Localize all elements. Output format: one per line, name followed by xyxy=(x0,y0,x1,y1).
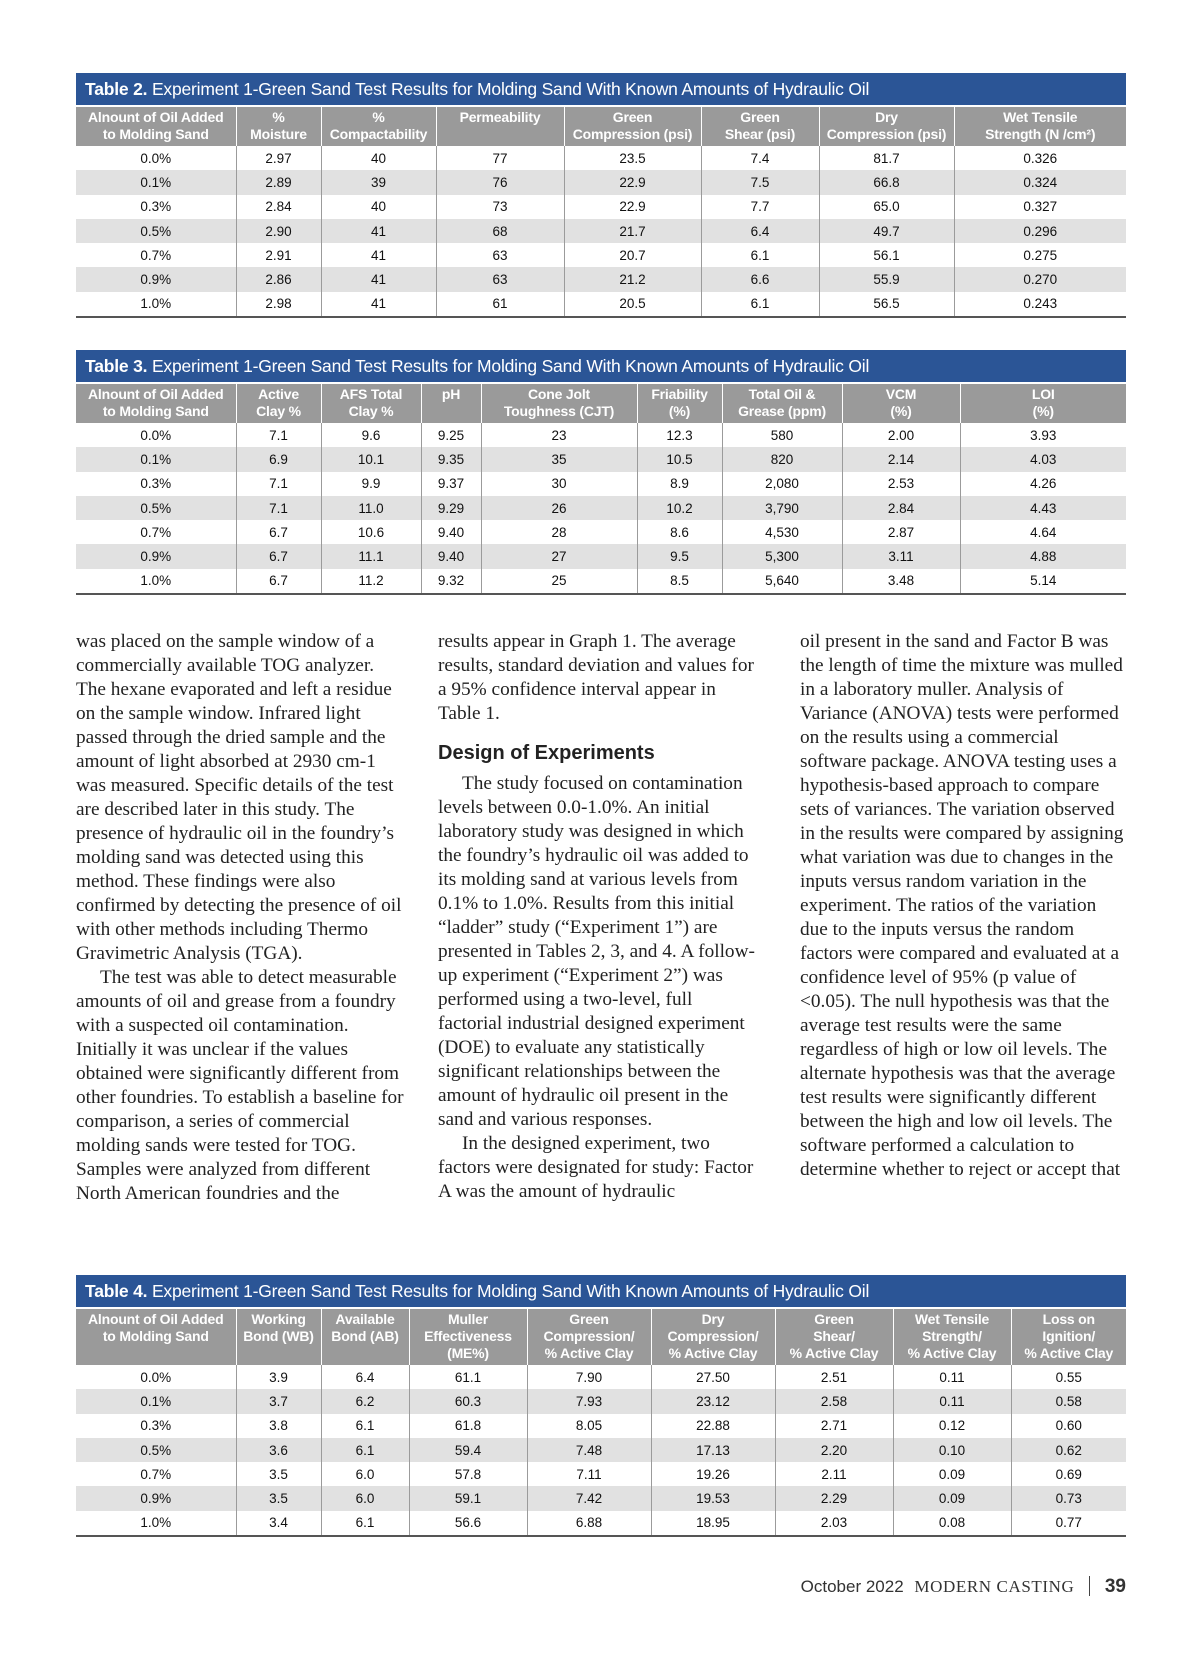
table-cell: 0.9% xyxy=(76,1486,236,1510)
table-cell: 0.296 xyxy=(954,219,1126,243)
table-row xyxy=(76,219,1126,243)
table-cell: 4,530 xyxy=(722,520,842,544)
table-cell: 9.9 xyxy=(321,472,421,496)
table-cell: 6.1 xyxy=(701,243,819,267)
table-row xyxy=(76,472,1126,496)
table-cell: 11.0 xyxy=(321,496,421,520)
table-cell: 2.11 xyxy=(775,1462,893,1486)
column-header: % Moisture xyxy=(236,107,321,146)
table-cell: 0.5% xyxy=(76,496,236,520)
table-cell: 2.71 xyxy=(775,1414,893,1438)
table-2-title-bar xyxy=(76,73,1126,107)
table-4 xyxy=(76,1275,1126,1537)
table-cell: 6.2 xyxy=(321,1389,409,1413)
table-cell: 49.7 xyxy=(819,219,954,243)
table-cell: 5,300 xyxy=(722,544,842,568)
section-heading: Design of Experiments xyxy=(438,742,655,764)
table-cell: 4.43 xyxy=(960,496,1126,520)
table-row xyxy=(76,195,1126,219)
table-row xyxy=(76,146,1126,170)
table-cell: 2.29 xyxy=(775,1486,893,1510)
table-cell: 2.86 xyxy=(236,267,321,291)
table-cell: 0.77 xyxy=(1011,1511,1126,1536)
table-cell: 5.14 xyxy=(960,569,1126,594)
table-cell: 0.69 xyxy=(1011,1462,1126,1486)
table-cell: 2,080 xyxy=(722,472,842,496)
table-2-header-row xyxy=(76,107,1126,146)
table-row xyxy=(76,1462,1126,1486)
table-cell: 7.1 xyxy=(236,472,321,496)
table-cell: 9.35 xyxy=(421,447,481,471)
column-header: Active Clay % xyxy=(236,384,321,423)
column-header: Total Oil & Grease (ppm) xyxy=(722,384,842,423)
table-cell: 2.03 xyxy=(775,1511,893,1536)
table-cell: 0.326 xyxy=(954,146,1126,170)
table-cell: 2.53 xyxy=(842,472,960,496)
table-cell: 3.4 xyxy=(236,1511,321,1536)
table-cell: 0.73 xyxy=(1011,1486,1126,1510)
table-cell: 10.2 xyxy=(637,496,722,520)
table-cell: 40 xyxy=(321,195,436,219)
table-cell: 73 xyxy=(436,195,564,219)
table-cell: 0.9% xyxy=(76,267,236,291)
table-cell: 7.7 xyxy=(701,195,819,219)
table-cell: 0.9% xyxy=(76,544,236,568)
table-cell: 6.9 xyxy=(236,447,321,471)
table-cell: 4.88 xyxy=(960,544,1126,568)
table-cell: 61.1 xyxy=(409,1365,527,1389)
table-cell: 2.87 xyxy=(842,520,960,544)
table-cell: 0.62 xyxy=(1011,1438,1126,1462)
table-cell: 56.5 xyxy=(819,292,954,317)
table-cell: 6.4 xyxy=(321,1365,409,1389)
table-cell: 0.7% xyxy=(140,247,172,263)
column-header: Green Shear/ % Active Clay xyxy=(775,1309,893,1365)
table-cell: 3.5 xyxy=(236,1486,321,1510)
table-cell: 9.25 xyxy=(421,423,481,447)
table-cell: 2.97 xyxy=(236,146,321,170)
table-cell: 7.42 xyxy=(527,1486,651,1510)
table-cell: 2.51 xyxy=(775,1365,893,1389)
table-4-title: Experiment 1-Green Sand Test Results for Molding Sand With Known Amounts of Hydraulic Oil xyxy=(151,1281,870,1301)
table-3-body xyxy=(76,423,1126,594)
table-cell: 2.90 xyxy=(236,219,321,243)
table-cell: 65.0 xyxy=(819,195,954,219)
table-row xyxy=(76,520,1126,544)
table-cell: 2.84 xyxy=(236,195,321,219)
table-cell: 19.53 xyxy=(651,1486,775,1510)
table-row xyxy=(76,243,1126,267)
table-cell: 9.40 xyxy=(421,520,481,544)
table-cell: 3.5 xyxy=(236,1462,321,1486)
table-cell: 76 xyxy=(436,170,564,194)
table-cell: 23.5 xyxy=(564,146,701,170)
table-cell: 10.1 xyxy=(321,447,421,471)
table-cell: 0.3% xyxy=(140,476,172,492)
table-3-title-bar xyxy=(76,350,1126,384)
column-header: Cone Jolt Toughness (CJT) xyxy=(481,384,637,423)
table-cell: 3,790 xyxy=(722,496,842,520)
table-cell: 11.1 xyxy=(321,544,421,568)
table-cell: 0.55 xyxy=(1011,1365,1126,1389)
text-column-2 xyxy=(438,630,760,1204)
table-cell: 30 xyxy=(481,472,637,496)
table-cell: 41 xyxy=(321,267,436,291)
table-cell: 0.3% xyxy=(140,1418,172,1434)
table-cell: 17.13 xyxy=(651,1438,775,1462)
table-3-header-row xyxy=(76,384,1126,423)
table-cell: 59.1 xyxy=(409,1486,527,1510)
table-cell: 7.5 xyxy=(701,170,819,194)
table-cell: 0.1% xyxy=(76,1389,236,1413)
table-cell: 0.3% xyxy=(140,199,172,215)
table-row xyxy=(76,496,1126,520)
table-cell: 0.0% xyxy=(140,427,172,443)
table-cell: 27.50 xyxy=(651,1365,775,1389)
table-cell: 7.11 xyxy=(527,1462,651,1486)
paragraph: The test was able to detect measurable amounts of oil and grease from a foundry with a suspected oil contamination. Initially it was unclear if the values obtained were significantly different from other foundries. To establish a baseline for comparison, a series of commercial molding sands were tested for TOG. Samples were analyzed from different North American foundries and the xyxy=(76,967,404,1204)
table-cell: 9.6 xyxy=(321,423,421,447)
table-cell: 7.4 xyxy=(701,146,819,170)
table-cell: 2.84 xyxy=(842,496,960,520)
table-cell: 8.9 xyxy=(637,472,722,496)
table-cell: 0.1% xyxy=(76,170,236,194)
table-cell: 27 xyxy=(481,544,637,568)
table-cell: 12.3 xyxy=(637,423,722,447)
table-cell: 0.0% xyxy=(140,1369,172,1385)
table-cell: 7.1 xyxy=(236,496,321,520)
column-header: Loss on Ignition/ % Active Clay xyxy=(1011,1309,1126,1365)
table-cell: 6.0 xyxy=(321,1486,409,1510)
paragraph: The study focused on contamination levels between 0.0-1.0%. An initial laboratory study was designed in which the foundry’s hydraulic oil was added to its molding sand at various levels from 0.1% to 1.0%. Results from this initial “ladder” study (“Experiment 1”) are presented in Tables 2, 3, and 4. A follow-up experiment (“Experiment 2”) was performed using a two-level, full factorial industrial designed experiment (DOE) to evaluate any statistically significant relationships between the amount of hydraulic oil present in the sand and various responses. xyxy=(438,773,755,1130)
table-cell: 18.95 xyxy=(651,1511,775,1536)
table-cell: 3.6 xyxy=(236,1438,321,1462)
table-cell: 9.29 xyxy=(421,496,481,520)
table-4-header-row xyxy=(76,1309,1126,1365)
issue-date: October 2022 xyxy=(800,1577,904,1596)
column-header: Available Bond (AB) xyxy=(321,1309,409,1365)
column-header: Alnount of Oil Added to Molding Sand xyxy=(76,107,236,146)
table-4-title-bar xyxy=(76,1275,1126,1309)
table-2-body xyxy=(76,146,1126,317)
table-cell: 61.8 xyxy=(409,1414,527,1438)
table-cell: 61 xyxy=(436,292,564,317)
table-row xyxy=(76,267,1126,291)
column-header: VCM (%) xyxy=(842,384,960,423)
column-header: Permeability xyxy=(436,107,564,146)
table-cell: 41 xyxy=(321,243,436,267)
table-cell: 40 xyxy=(321,146,436,170)
table-row xyxy=(76,1389,1126,1413)
table-cell: 3.7 xyxy=(236,1389,321,1413)
table-row xyxy=(76,569,1126,594)
table-cell: 60.3 xyxy=(409,1389,527,1413)
table-cell: 10.5 xyxy=(637,447,722,471)
table-cell: 41 xyxy=(321,219,436,243)
table-2-grid xyxy=(76,107,1126,318)
table-cell: 6.7 xyxy=(236,544,321,568)
table-2-label: Table 2. xyxy=(85,79,148,99)
table-row xyxy=(76,1365,1126,1389)
table-cell: 63 xyxy=(436,243,564,267)
paragraph: In the designed experiment, two factors were designated for study: Factor A was the amount of hydraulic xyxy=(438,1133,754,1202)
column-header: pH xyxy=(421,384,481,423)
table-cell: 22.9 xyxy=(564,170,701,194)
table-cell: 0.11 xyxy=(893,1365,1011,1389)
table-cell: 7.1 xyxy=(236,423,321,447)
table-cell: 2.98 xyxy=(236,292,321,317)
table-cell: 0.09 xyxy=(893,1486,1011,1510)
table-cell: 9.40 xyxy=(421,544,481,568)
table-cell: 23 xyxy=(481,423,637,447)
table-cell: 0.324 xyxy=(954,170,1126,194)
table-3 xyxy=(76,350,1126,595)
table-cell: 26 xyxy=(481,496,637,520)
table-cell: 2.20 xyxy=(775,1438,893,1462)
column-header: Friability (%) xyxy=(637,384,722,423)
table-row xyxy=(76,1414,1126,1438)
table-cell: 6.0 xyxy=(321,1462,409,1486)
table-cell: 23.12 xyxy=(651,1389,775,1413)
table-cell: 0.0% xyxy=(140,150,172,166)
paragraph: oil present in the sand and Factor B was the length of time the mixture was mulled in a laboratory muller. Analysis of Variance (ANOVA) tests were performed on the results using a commercial software package. ANOVA testing uses a hypothesis-based approach to compare sets of variances. The variation observed in the results were compared by assigning what variation was due to changes in the inputs versus random variation in the experiment. The ratios of the variation due to the inputs versus the random factors were compared and evaluated at a confidence level of 95% (p value of <0.05). The null hypothesis was that the average test results were the same regardless of high or low oil levels. The alternate hypothesis was that the average test results were significantly different between the high and low oil levels. The software performed a calculation to determine whether to reject or accept that xyxy=(800,631,1124,1180)
table-cell: 580 xyxy=(722,423,842,447)
table-cell: 4.64 xyxy=(960,520,1126,544)
table-cell: 3.8 xyxy=(236,1414,321,1438)
text-column-3 xyxy=(800,630,1126,1182)
table-cell: 9.32 xyxy=(421,569,481,594)
column-header: Wet Tensile Strength (N /cm²) xyxy=(954,107,1126,146)
table-cell: 0.327 xyxy=(954,195,1126,219)
magazine-name: MODERN CASTING xyxy=(914,1577,1075,1596)
table-cell: 25 xyxy=(481,569,637,594)
table-cell: 3.48 xyxy=(842,569,960,594)
table-cell: 0.12 xyxy=(893,1414,1011,1438)
table-cell: 1.0% xyxy=(76,569,236,594)
table-cell: 0.1% xyxy=(76,447,236,471)
table-cell: 9.37 xyxy=(421,472,481,496)
table-cell: 7.48 xyxy=(527,1438,651,1462)
table-cell: 56.6 xyxy=(409,1511,527,1536)
table-cell: 77 xyxy=(436,146,564,170)
column-header: Alnount of Oil Added to Molding Sand xyxy=(76,1309,236,1365)
table-cell: 0.5% xyxy=(76,219,236,243)
paragraph: was placed on the sample window of a commercially available TOG analyzer. The hexane evaporated and left a residue on the sample window. Infrared light passed through the dried sample and the amount of light absorbed at 2930 cm-1 was measured. Specific details of the test are described later in this study. The presence of hydraulic oil in the foundry’s molding sand was detected using this method. These findings were also confirmed by detecting the presence of oil with other methods including Thermo Gravimetric Analysis (TGA). xyxy=(76,631,402,964)
table-cell: 21.2 xyxy=(564,267,701,291)
column-header: Green Compression/ % Active Clay xyxy=(527,1309,651,1365)
table-cell: 22.88 xyxy=(651,1414,775,1438)
table-cell: 0.270 xyxy=(954,267,1126,291)
table-cell: 4.26 xyxy=(960,472,1126,496)
table-cell: 6.4 xyxy=(701,219,819,243)
column-header: Green Shear (psi) xyxy=(701,107,819,146)
table-cell: 3.93 xyxy=(960,423,1126,447)
table-3-grid xyxy=(76,384,1126,595)
table-2-title: Experiment 1-Green Sand Test Results for Molding Sand With Known Amounts of Hydraulic Oil xyxy=(151,79,870,99)
table-3-label: Table 3. xyxy=(85,356,148,376)
table-cell: 0.243 xyxy=(954,292,1126,317)
table-cell: 0.275 xyxy=(954,243,1126,267)
table-cell: 6.7 xyxy=(236,520,321,544)
table-cell: 2.89 xyxy=(236,170,321,194)
column-header: Dry Compression (psi) xyxy=(819,107,954,146)
table-cell: 0.5% xyxy=(76,1438,236,1462)
table-3-title: Experiment 1-Green Sand Test Results for Molding Sand With Known Amounts of Hydraulic Oil xyxy=(151,356,870,376)
table-cell: 6.1 xyxy=(321,1438,409,1462)
table-cell: 1.0% xyxy=(76,292,236,317)
table-row xyxy=(76,170,1126,194)
table-cell: 55.9 xyxy=(819,267,954,291)
table-cell: 8.6 xyxy=(637,520,722,544)
table-cell: 63 xyxy=(436,267,564,291)
table-cell: 0.60 xyxy=(1011,1414,1126,1438)
table-cell: 56.1 xyxy=(819,243,954,267)
footer-divider xyxy=(1089,1576,1090,1596)
table-cell: 6.6 xyxy=(701,267,819,291)
table-cell: 0.58 xyxy=(1011,1389,1126,1413)
table-row xyxy=(76,1511,1126,1536)
table-cell: 39 xyxy=(321,170,436,194)
table-cell: 8.5 xyxy=(637,569,722,594)
column-header: Dry Compression/ % Active Clay xyxy=(651,1309,775,1365)
table-cell: 6.1 xyxy=(321,1414,409,1438)
table-cell: 4.03 xyxy=(960,447,1126,471)
table-cell: 68 xyxy=(436,219,564,243)
table-row xyxy=(76,1486,1126,1510)
page-number: 39 xyxy=(1104,1576,1126,1597)
table-cell: 8.05 xyxy=(527,1414,651,1438)
table-cell: 41 xyxy=(321,292,436,317)
column-header: Muller Effectiveness (ME%) xyxy=(409,1309,527,1365)
column-header: Green Compression (psi) xyxy=(564,107,701,146)
table-cell: 0.7% xyxy=(140,524,172,540)
column-header: LOI (%) xyxy=(960,384,1126,423)
column-header: % Compactability xyxy=(321,107,436,146)
table-cell: 7.93 xyxy=(527,1389,651,1413)
column-header: Wet Tensile Strength/ % Active Clay xyxy=(893,1309,1011,1365)
table-row xyxy=(76,292,1126,317)
table-cell: 3.11 xyxy=(842,544,960,568)
page-footer xyxy=(801,1576,1126,1598)
table-row xyxy=(76,544,1126,568)
table-cell: 0.09 xyxy=(893,1462,1011,1486)
table-4-body xyxy=(76,1365,1126,1536)
table-cell: 2.14 xyxy=(842,447,960,471)
table-cell: 6.1 xyxy=(321,1511,409,1536)
table-cell: 6.7 xyxy=(236,569,321,594)
table-cell: 59.4 xyxy=(409,1438,527,1462)
article-body xyxy=(76,630,1126,1240)
table-cell: 81.7 xyxy=(819,146,954,170)
text-column-1 xyxy=(76,630,406,1206)
table-cell: 57.8 xyxy=(409,1462,527,1486)
table-cell: 0.11 xyxy=(893,1389,1011,1413)
table-cell: 22.9 xyxy=(564,195,701,219)
table-cell: 9.5 xyxy=(637,544,722,568)
table-cell: 2.58 xyxy=(775,1389,893,1413)
column-header: Working Bond (WB) xyxy=(236,1309,321,1365)
table-cell: 3.9 xyxy=(236,1365,321,1389)
table-cell: 0.7% xyxy=(140,1466,172,1482)
table-cell: 66.8 xyxy=(819,170,954,194)
table-4-grid xyxy=(76,1309,1126,1537)
table-cell: 2.00 xyxy=(842,423,960,447)
column-header: Alnount of Oil Added to Molding Sand xyxy=(76,384,236,423)
table-cell: 35 xyxy=(481,447,637,471)
table-cell: 820 xyxy=(722,447,842,471)
table-row xyxy=(76,423,1126,447)
table-cell: 28 xyxy=(481,520,637,544)
table-cell: 21.7 xyxy=(564,219,701,243)
table-cell: 5,640 xyxy=(722,569,842,594)
table-cell: 7.90 xyxy=(527,1365,651,1389)
table-cell: 0.10 xyxy=(893,1438,1011,1462)
table-cell: 20.5 xyxy=(564,292,701,317)
table-cell: 6.1 xyxy=(701,292,819,317)
table-row xyxy=(76,1438,1126,1462)
table-4-label: Table 4. xyxy=(85,1281,148,1301)
paragraph: results appear in Graph 1. The average results, standard deviation and values for a 95% confidence interval appear in Table 1. xyxy=(438,631,754,724)
table-cell: 2.91 xyxy=(236,243,321,267)
table-2 xyxy=(76,73,1126,318)
table-row xyxy=(76,447,1126,471)
table-cell: 20.7 xyxy=(564,243,701,267)
column-header: AFS Total Clay % xyxy=(321,384,421,423)
table-cell: 10.6 xyxy=(321,520,421,544)
table-cell: 6.88 xyxy=(527,1511,651,1536)
table-cell: 19.26 xyxy=(651,1462,775,1486)
table-cell: 1.0% xyxy=(76,1511,236,1536)
table-cell: 11.2 xyxy=(321,569,421,594)
table-cell: 0.08 xyxy=(893,1511,1011,1536)
